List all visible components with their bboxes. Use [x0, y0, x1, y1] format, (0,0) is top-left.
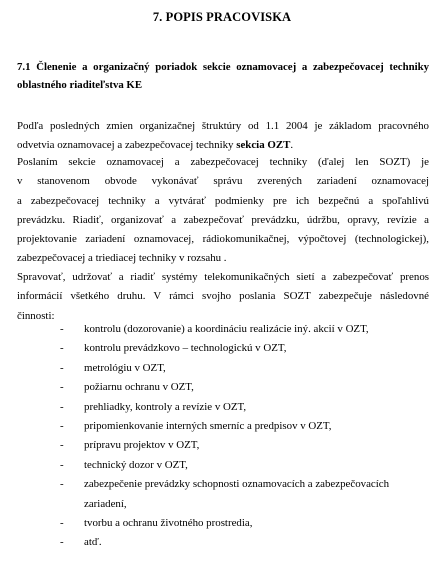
list-item-text: metrológiu v OZT,: [84, 361, 166, 374]
paragraph-mission-line: v stanovenom obvode vykonávať správu zverených zariadení oznamovacej: [17, 175, 429, 188]
list-dash: -: [60, 342, 64, 355]
paragraph-activities-line: informácií všetkého druhu. V rámci svojho poslania SOZT zabezpečuje následovné: [17, 290, 429, 303]
list-item-text: kontrolu prevádzkovo – technologickú v OZT,: [84, 342, 287, 355]
list-item: [0, 398, 444, 417]
list-dash: -: [60, 400, 64, 413]
paragraph-activities: [17, 268, 429, 326]
list-item: [0, 339, 444, 358]
paragraph-structure-line-1: Podľa posledných zmien organizačnej štruktúry od 1.1 2004 je základom pracovného: [17, 120, 429, 132]
list-dash: -: [60, 439, 64, 452]
list-item: [0, 436, 444, 455]
paragraph-mission: [17, 153, 429, 269]
list-dash: -: [60, 458, 64, 471]
list-dash: -: [60, 420, 64, 433]
list-dash: -: [60, 517, 64, 530]
paragraph-mission-line: zabezpečovacej a triediacej techniky v rozsahu .: [17, 252, 227, 265]
list-dash: -: [60, 361, 64, 374]
paragraph-mission-line: Poslaním sekcie oznamovacej a zabezpečovacej techniky (ďalej len SOZT) je: [17, 156, 429, 168]
list-item: [0, 533, 444, 552]
paragraph-activities-line: činnosti:: [17, 309, 55, 322]
section-title: 7. POPIS PRACOVISKA: [152, 10, 292, 24]
list-item-text: tvorbu a ochranu životného prostredia,: [84, 517, 253, 530]
paragraph-mission-line: projektovanie zariadení oznamovacej, rádiokomunikačnej, výpočtovej (technologickej),: [17, 233, 429, 246]
list-item: [0, 475, 444, 514]
list-item-text: prehliadky, kontroly a revízie v OZT,: [84, 400, 247, 413]
list-item-text: kontrolu (dozorovanie) a koordináciu realizácie iný. akcií v OZT,: [84, 323, 369, 335]
list-item: [0, 417, 444, 436]
list-item-text: prípravu projektov v OZT,: [84, 439, 200, 452]
list-dash: -: [60, 323, 64, 335]
list-item-text: pripomienkovanie interných smerníc a predpisov v OZT,: [84, 420, 332, 433]
list-dash: -: [60, 478, 64, 491]
list-item: [0, 456, 444, 475]
paragraph-structure-text: odvetvia oznamovacej a zabezpečovacej techniky: [17, 139, 237, 152]
paragraph-structure-period: .: [290, 139, 294, 152]
list-dash: -: [60, 536, 64, 549]
activities-list: [0, 320, 444, 553]
list-item-text: požiarnu ochranu v OZT,: [84, 381, 194, 394]
list-item: [0, 514, 444, 533]
list-item-text: technický dozor v OZT,: [84, 458, 188, 471]
subsection-heading: [17, 58, 429, 94]
list-item: [0, 320, 444, 339]
subsection-heading-line-1: 7.1 Členenie a organizačný poriadok sekcie oznamovacej a zabezpečovacej techniky: [17, 61, 429, 73]
paragraph-mission-line: a zabezpečovacej techniky a vytvárať podmienky pre ich bezpečnú a spoľahlivú: [17, 194, 429, 207]
paragraph-mission-line: prevádzku. Riadiť, organizovať a zabezpečovať prevádzku, údržbu, opravy, revízie a: [17, 213, 429, 226]
list-item-text: zabezpečenie prevádzky schopnosti oznamovacích a zabezpečovacích zariadení,: [84, 478, 390, 510]
paragraph-activities-line: Spravovať, udržovať a riadiť systémy telekomunikačných sietí a zabezpečovať prenos: [17, 271, 429, 283]
list-item-text: atď.: [84, 536, 102, 549]
subsection-heading-line-2: oblastného riaditeľstva KE: [17, 79, 143, 91]
paragraph-structure: [17, 117, 429, 156]
sekcia-ozt-emphasis: sekcia OZT: [236, 139, 291, 152]
list-item: [0, 378, 444, 397]
list-item: [0, 359, 444, 378]
list-dash: -: [60, 381, 64, 394]
